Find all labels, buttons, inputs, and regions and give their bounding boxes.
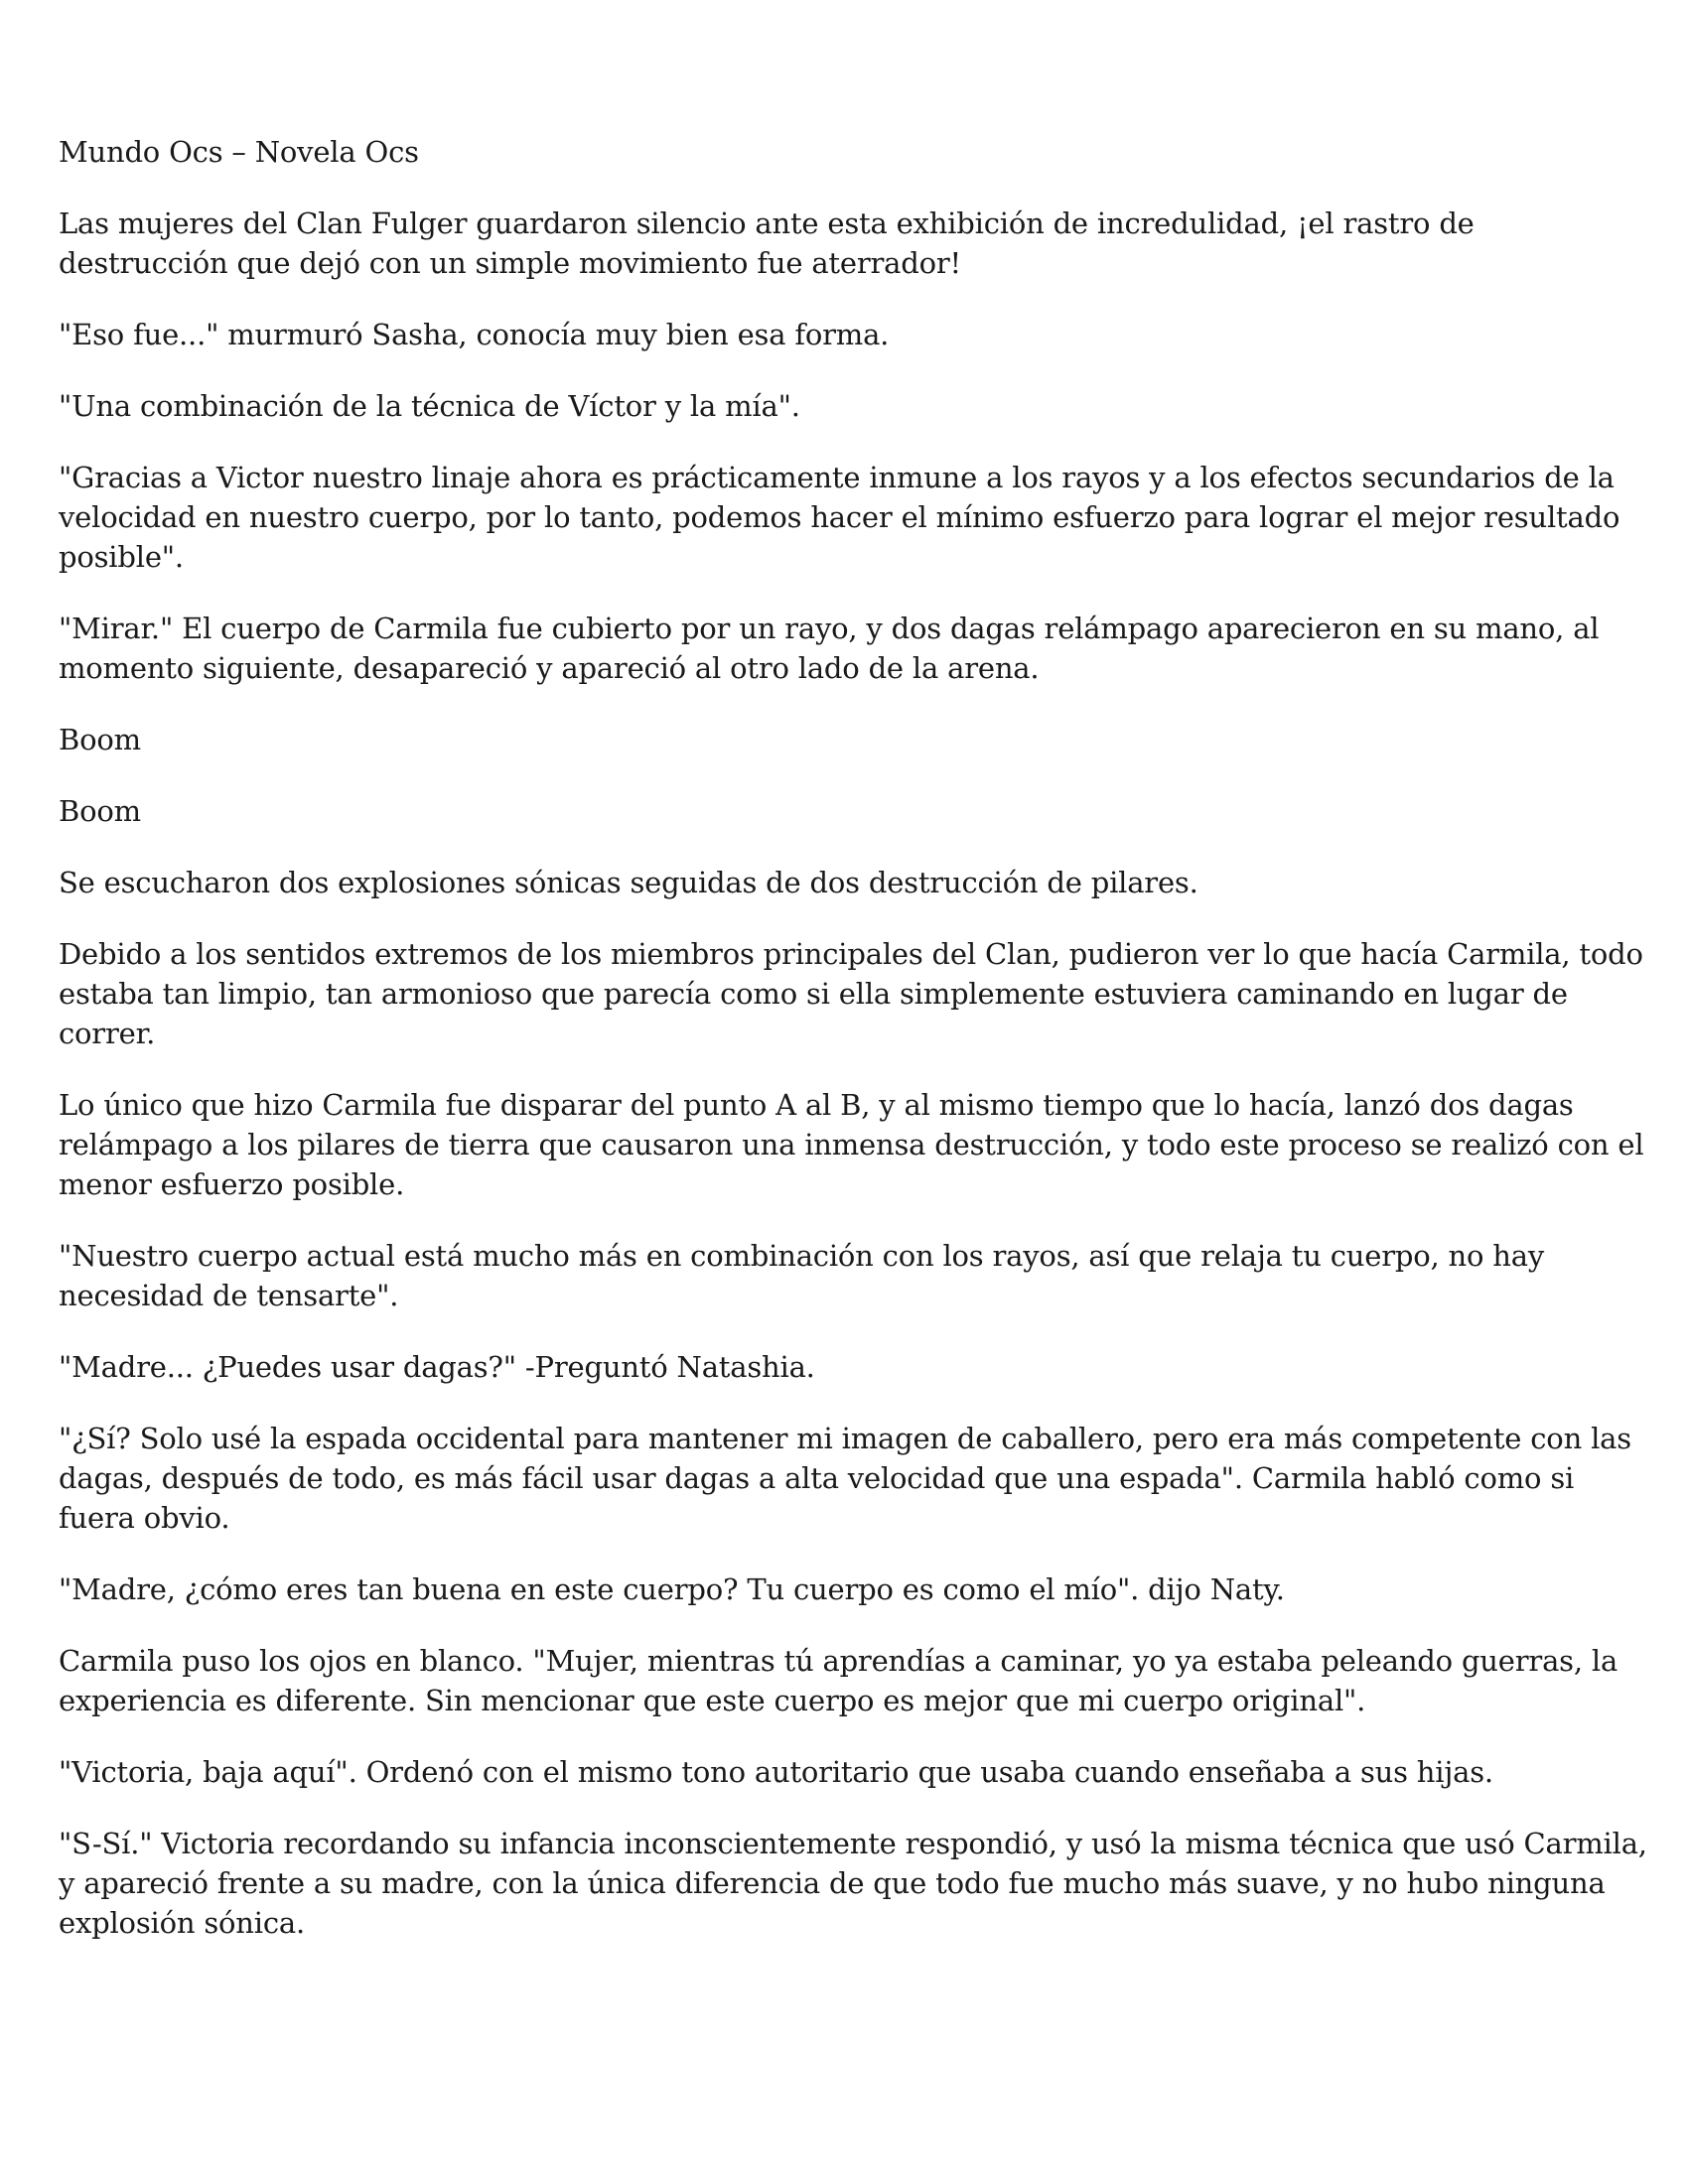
paragraph: "Madre, ¿cómo eres tan buena en este cuerpo? Tu cuerpo es como el mío". dijo Naty.	[59, 1572, 1285, 1606]
paragraph: "¿Sí? Solo usé la espada occidental para mantener mi imagen de caballero, pero era más competente con las dagas, después de todo, es más fácil usar dagas a alta velocidad que una espada". Carmila habló como si fuera obvio.	[59, 1422, 1631, 1535]
paragraph: "S-Sí." Victoria recordando su infancia inconscientemente respondió, y usó la misma técnica que usó Carmila, y apareció frente a su madre, con la única diferencia de que todo fue mucho más suave, y no hubo ninguna explosión sónica.	[59, 1827, 1647, 1940]
paragraph: Carmila puso los ojos en blanco. "Mujer, mientras tú aprendías a caminar, yo ya estaba peleando guerras, la experiencia es diferente. Sin mencionar que este cuerpo es mejor que mi cuerpo original".	[59, 1644, 1618, 1717]
document-body	[59, 132, 1647, 1975]
paragraph: "Madre... ¿Puedes usar dagas?" -Preguntó Natashia.	[59, 1350, 815, 1384]
paragraph: "Una combinación de la técnica de Víctor y la mía".	[59, 389, 800, 423]
paragraph: "Mirar." El cuerpo de Carmila fue cubierto por un rayo, y dos dagas relámpago aparecieron en su mano, al momento siguiente, desapareció y apareció al otro lado de la arena.	[59, 612, 1600, 685]
paragraph: "Gracias a Victor nuestro linaje ahora es prácticamente inmune a los rayos y a los efectos secundarios de la velocidad en nuestro cuerpo, por lo tanto, podemos hacer el mínimo esfuerzo para lograr el mejor resultado posible".	[59, 461, 1620, 574]
paragraph: Se escucharon dos explosiones sónicas seguidas de dos destrucción de pilares.	[59, 866, 1198, 899]
paragraph: Boom	[59, 723, 141, 756]
paragraph: "Victoria, baja aquí". Ordenó con el mismo tono autoritario que usaba cuando enseñaba a sus hijas.	[59, 1755, 1493, 1789]
paragraph: Debido a los sentidos extremos de los miembros principales del Clan, pudieron ver lo que hacía Carmila, todo estaba tan limpio, tan armonioso que parecía como si ella simplemente estuviera caminando en lugar de correr.	[59, 937, 1643, 1050]
paragraph: "Eso fue..." murmuró Sasha, conocía muy bien esa forma.	[59, 318, 890, 351]
paragraph: Lo único que hizo Carmila fue disparar del punto A al B, y al mismo tiempo que lo hacía, lanzó dos dagas relámpago a los pilares de tierra que causaron una inmensa destrucción, y todo este proceso se realizó con el menor esfuerzo posible.	[59, 1088, 1644, 1201]
paragraph: "Nuestro cuerpo actual está mucho más en combinación con los rayos, así que relaja tu cuerpo, no hay necesidad de tensarte".	[59, 1239, 1545, 1312]
paragraph: Las mujeres del Clan Fulger guardaron silencio ante esta exhibición de incredulidad, ¡el rastro de destrucción que dejó con un simple movimiento fue aterrador!	[59, 206, 1475, 280]
paragraph: Boom	[59, 794, 141, 828]
document-header: Mundo Ocs – Novela Ocs	[59, 135, 419, 169]
